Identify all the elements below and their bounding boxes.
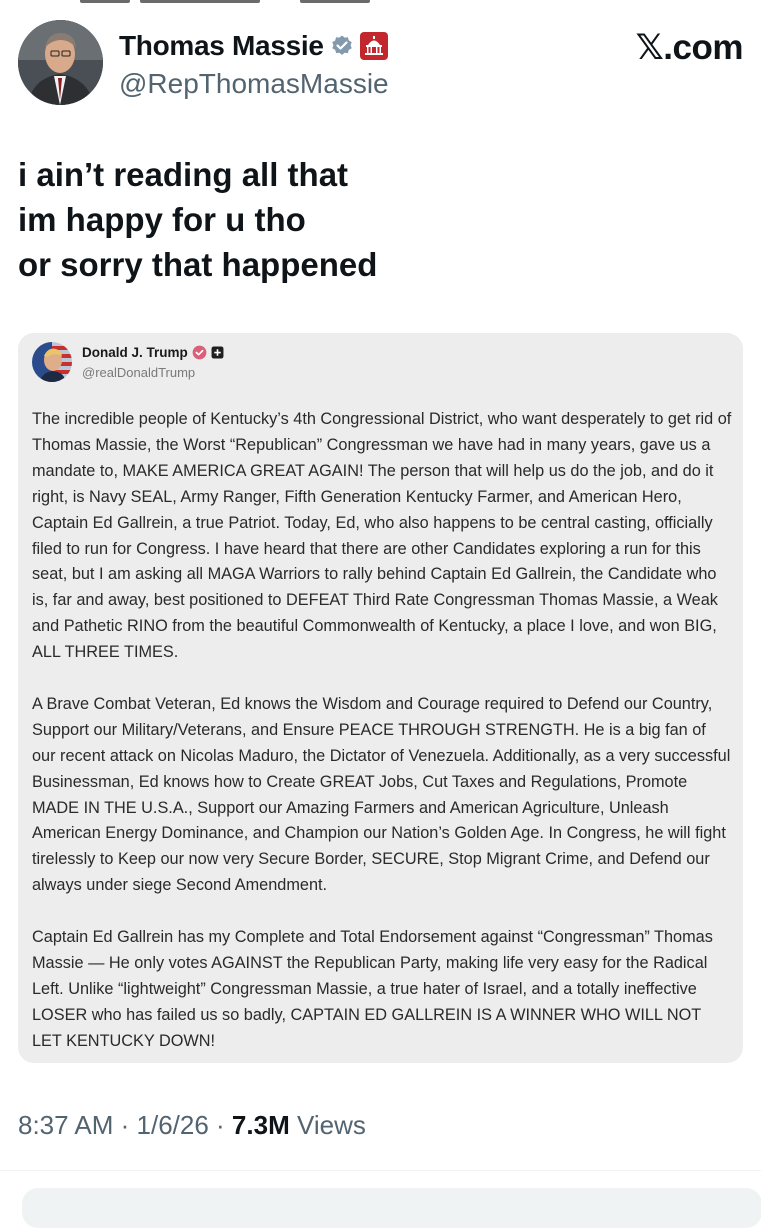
quoted-paragraph: Captain Ed Gallrein has my Complete and Total Endorsement against “Congressman” Thomas Massie — He only votes AGAINST the Republican Party, making life very easy for the Radical Left. Unlike “lightweight” Congressman Massie, a true hater of Israel, and a totally ineffective LOSER who has failed us so badly, CAPTAIN ED GALLREIN IS A WINNER WHO WILL NOT LET KENTUCKY DOWN! (32, 928, 713, 1050)
quoted-author-avatar (32, 342, 72, 382)
author-display-name[interactable]: Thomas Massie (119, 30, 324, 61)
quoted-screenshot-card[interactable] (18, 333, 743, 1063)
post-header (18, 20, 743, 110)
meta-separator: · (113, 1110, 137, 1140)
quoted-author-handle: @realDonaldTrump (82, 365, 196, 380)
verified-badge-icon (330, 34, 354, 58)
views-count[interactable]: 7.3M (231, 1110, 290, 1140)
post-date[interactable]: 1/6/26 (136, 1110, 209, 1140)
us-government-capitol-icon (360, 32, 388, 60)
post-text: i ain’t reading all that im happy for u tho or sorry that happened (18, 156, 378, 283)
reply-box-edge[interactable] (22, 1188, 761, 1228)
author-avatar[interactable] (18, 20, 103, 105)
x-com-logo: 𝕏.com (635, 28, 743, 67)
meta-separator: · (208, 1110, 232, 1140)
quoted-post-body (32, 407, 732, 1081)
quoted-author-display-name: Donald J. Trump (82, 345, 188, 360)
divider (0, 1170, 761, 1171)
post-time[interactable]: 8:37 AM (18, 1110, 114, 1140)
author-name-row (119, 30, 388, 62)
verified-badge-icon (192, 345, 207, 360)
quoted-paragraph: The incredible people of Kentucky’s 4th Congressional District, who want desperately to get rid of Thomas Massie, the Worst “Republican” Congressman we have had in many years, gave us a mandate to, MAKE AMERICA GREAT AGAIN! The person that will help us do the job, and do it right, is Navy SEAL, Army Ranger, Fifth Generation Kentucky Farmer, and American Hero, Captain Ed Gallrein, a true Patriot. Today, Ed, who also happens to be central casting, officially filed to run for Congress. I have heard that there are other Candidates exploring a run for this seat, but I am asking all MAGA Warriors to rally behind Captain Ed Gallrein, the Candidate who is, far and away, best positioned to DEFEAT Third Rate Congressman Thomas Massie, a Weak and Pathetic RINO from the beautiful Commonwealth of Kentucky, a place I love, and won BIG, ALL THREE TIMES. (32, 410, 732, 662)
views-label: Views (289, 1110, 366, 1140)
cropped-previous-line (0, 0, 761, 6)
quoted-paragraph: A Brave Combat Veteran, Ed knows the Wisdom and Courage required to Defend our Country, Support our Military/Veterans, and Ensure PEACE THROUGH STRENGTH. He is a big fan of our recent attack on Nicolas Maduro, the Dictator of Venezuela. Additionally, as a very successful Businessman, Ed knows how to Create GREAT Jobs, Cut Taxes and Regulations, Promote MADE IN THE U.S.A., Support our Amazing Farmers and American Agriculture, Unleash American Energy Dominance, and Champion our Nation’s Golden Age. In Congress, he will fight tirelessly to Keep our now very Secure Border, SECURE, Stop Migrant Crime, and Defend our always under siege Second Amendment. (32, 694, 731, 895)
plus-square-icon (211, 346, 224, 359)
post-meta (18, 1110, 366, 1141)
quoted-author-name-row (82, 345, 224, 360)
author-handle[interactable]: @RepThomasMassie (119, 68, 389, 99)
